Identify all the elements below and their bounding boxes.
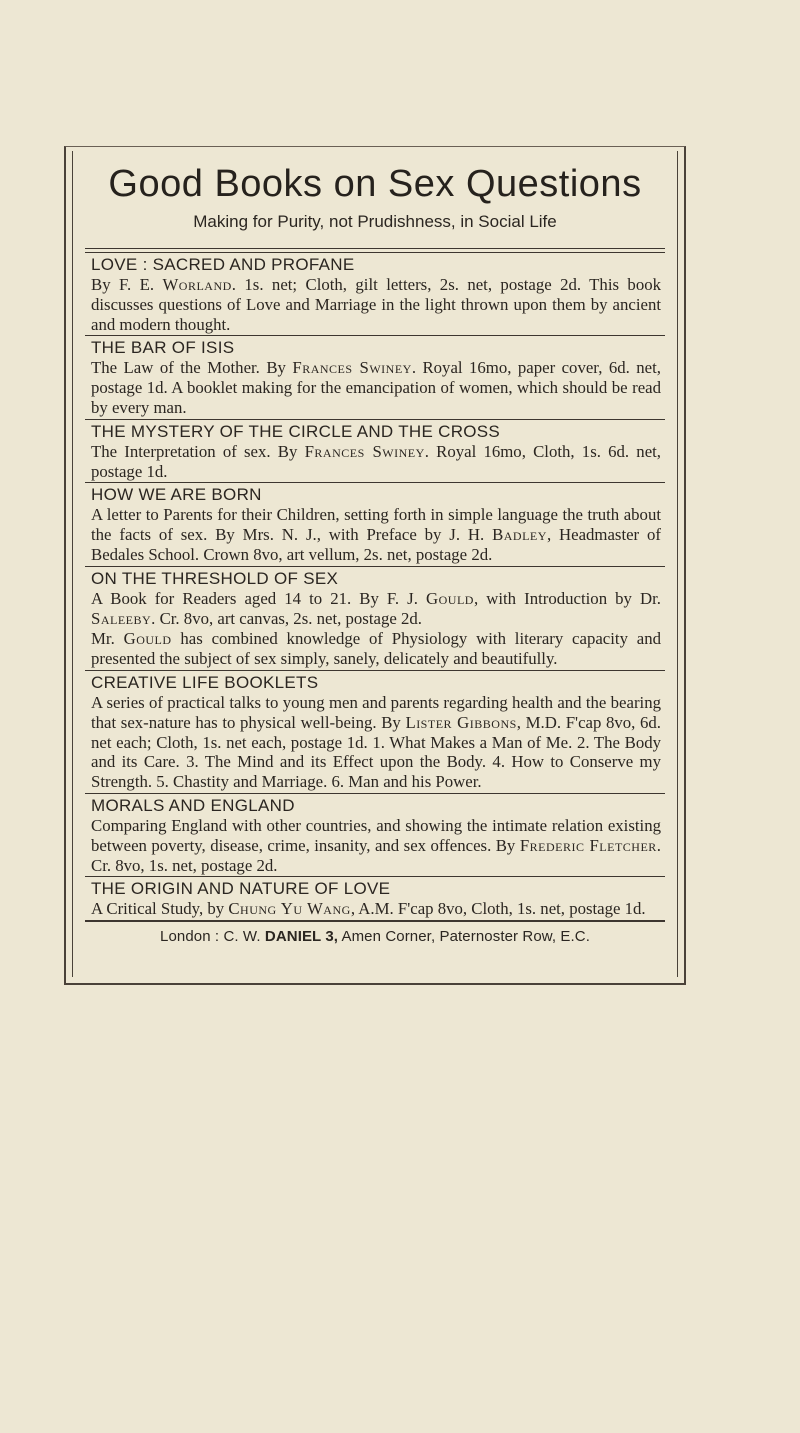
- description-text: The Law of the Mother. By: [91, 358, 293, 378]
- book-entry: [85, 877, 665, 921]
- description-text: A Critical Study, by: [91, 899, 229, 919]
- advertisement-header: [73, 161, 677, 233]
- imprint-address: Amen Corner, Paternoster Row, E.C.: [338, 928, 590, 946]
- book-title: ON THE THRESHOLD OF SEX: [91, 568, 339, 588]
- author-name: Frederic Fletcher: [519, 835, 657, 855]
- book-description: [91, 505, 661, 565]
- book-description: [91, 442, 661, 483]
- author-name: Gould: [426, 588, 474, 608]
- book-entry: [85, 794, 665, 877]
- description-text: , M.D. F'cap 8vo, 6d. net each; Cloth, 1s. net each, postage 1d. 1. What Makes a Man of Me. 2. The Body and its Care. 3. The Mind and its Effect upon the Body. 4. How to Conserve my Strength. 5. Chastity and Marriage. 6. Man and his Power.: [91, 712, 661, 792]
- page-border: [64, 146, 686, 985]
- author-name: Saleeby: [91, 608, 152, 628]
- imprint-prefix: London : C. W.: [160, 928, 265, 946]
- book-description: [91, 589, 661, 630]
- book-title: LOVE : SACRED AND PROFANE: [91, 255, 355, 274]
- author-name: Chung Yu Wang: [228, 899, 351, 919]
- description-text: A series of practical talks to young men and parents regarding health and the bearing that sex-nature has to physical well-being. By: [91, 692, 661, 732]
- description-text: , Headmaster of Bedales School. Crown 8vo, art vellum, 2s. net, postage 2d.: [91, 525, 661, 564]
- book-entry: [85, 420, 665, 484]
- description-text: , with Introduction by Dr.: [473, 588, 661, 608]
- book-title: THE ORIGIN AND NATURE OF LOVE: [91, 879, 391, 899]
- description-text: By F. E.: [91, 275, 163, 294]
- description-text: The Interpretation of sex. By: [91, 441, 305, 461]
- description-text: Comparing England with other countries, and showing the intimate relation existing between poverty, disease, crime, insanity, and sex offences. By: [91, 815, 661, 855]
- book-title: THE BAR OF ISIS: [91, 338, 235, 358]
- author-name: Gould: [123, 629, 172, 649]
- book-list: [85, 248, 665, 948]
- book-title: CREATIVE LIFE BOOKLETS: [91, 672, 319, 692]
- book-entry: [85, 253, 665, 336]
- description-text: . Cr. 8vo, art canvas, 2s. net, postage 2d.: [151, 608, 422, 628]
- book-description: [91, 693, 661, 793]
- book-description: [91, 275, 661, 335]
- description-text: A letter to Parents for their Children, setting forth in simple language the truth about the facts of sex. By Mrs. N. J., with Preface by J. H.: [91, 505, 661, 545]
- publisher-name: DANIEL 3,: [264, 928, 339, 946]
- author-name: Badley: [492, 525, 547, 545]
- description-text: . Cr. 8vo, 1s. net, postage 2d.: [91, 835, 661, 875]
- page-subtitle: Making for Purity, not Prudishness, in Social Life: [193, 212, 557, 231]
- author-name: Frances Swiney: [292, 358, 412, 378]
- book-title: THE MYSTERY OF THE CIRCLE AND THE CROSS: [91, 421, 501, 441]
- description-text: , A.M. F'cap 8vo, Cloth, 1s. net, postage 1d.: [350, 899, 646, 919]
- book-description: [91, 358, 661, 418]
- book-review: [91, 629, 661, 670]
- author-name: Frances Swiney: [304, 441, 425, 461]
- book-title: HOW WE ARE BORN: [91, 485, 262, 505]
- book-entry: [85, 567, 665, 671]
- book-entry: [85, 483, 665, 566]
- inner-border: [72, 151, 678, 977]
- book-description: [91, 899, 661, 920]
- description-text: . Royal 16mo, Cloth, 1s. 6d. net, postage 1d.: [91, 441, 662, 481]
- review-text: Mr.: [91, 629, 124, 649]
- book-description: [91, 816, 661, 876]
- book-entry: [85, 671, 665, 794]
- description-text: A Book for Readers aged 14 to 21. By F. J.: [91, 588, 426, 608]
- review-text: has combined knowledge of Physiology with literary capacity and presented the subject of sex simply, sanely, delicately and beautifully.: [91, 629, 662, 669]
- book-entry: [85, 336, 665, 419]
- description-text: . 1s. net; Cloth, gilt letters, 2s. net, postage 2d. This book discusses questions of Love and Marriage in the light thrown upon them by ancient and modern thought.: [91, 275, 661, 334]
- book-title: MORALS AND ENGLAND: [91, 795, 295, 815]
- description-text: . Royal 16mo, paper cover, 6d. net, postage 1d. A booklet making for the emancipation of women, which should be read by every man.: [91, 358, 661, 417]
- page-title: Good Books on Sex Questions: [108, 163, 642, 205]
- author-name: Lister Gibbons: [405, 712, 517, 732]
- publisher-imprint: [85, 924, 665, 948]
- author-name: Worland: [162, 275, 232, 294]
